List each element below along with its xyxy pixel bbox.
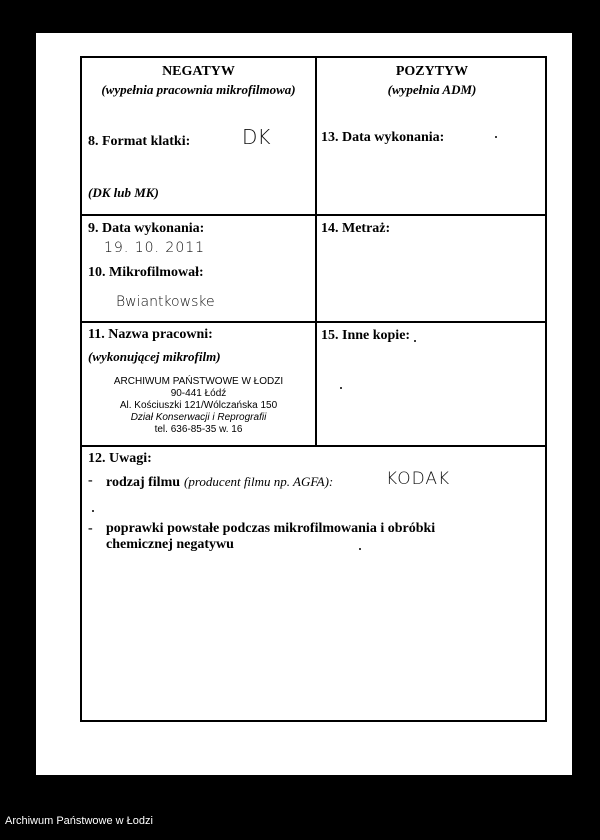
date-value: 19. 10. 2011 <box>104 240 206 256</box>
stamp-line-4: Dział Konserwacji i Reprografii <box>130 412 267 423</box>
stamp-line-1: ARCHIWUM PAŃSTWOWE W ŁODZI <box>113 376 284 387</box>
pozytyw-subtitle: (wypełnia ADM) <box>387 82 477 97</box>
length-label: 14. Metraż: <box>321 221 391 236</box>
format-hint: (DK lub MK) <box>88 185 159 200</box>
studio-label: 11. Nazwa pracowni: <box>88 327 213 342</box>
item1-label: rodzaj filmu <box>106 475 181 490</box>
speck <box>340 387 342 389</box>
operator-value: Bwiantkowske <box>116 294 215 310</box>
row-divider-2 <box>82 321 545 323</box>
copies-label: 15. Inne kopie: <box>321 328 411 343</box>
microfilm-form <box>80 56 547 722</box>
speck <box>359 548 361 550</box>
stamp-line-2: 90-441 Łódź <box>170 388 227 399</box>
item1-text <box>106 473 333 491</box>
footer-credit: Archiwum Państwowe w Łodzi <box>5 815 153 827</box>
item1-bullet: - <box>88 473 93 488</box>
studio-hint: (wykonującej mikrofilm) <box>88 349 221 364</box>
operator-label: 10. Mikrofilmował: <box>88 265 204 280</box>
date-label: 9. Data wykonania: <box>88 221 205 236</box>
speck <box>414 340 416 342</box>
stamp-line-3: Al. Kościuszki 121/Wólczańska 150 <box>119 400 278 411</box>
column-divider <box>315 58 317 445</box>
format-label: 8. Format klatki: <box>88 134 191 149</box>
speck <box>495 136 497 138</box>
format-value: DK <box>242 125 271 149</box>
row-divider-1 <box>82 214 545 216</box>
film-brand-value: KODAK <box>386 469 451 489</box>
speck <box>92 510 94 512</box>
pozytyw-date-label: 13. Data wykonania: <box>321 130 445 145</box>
item2-line-2: chemicznej negatywu <box>106 537 234 552</box>
item2-line-1: poprawki powstałe podczas mikrofilmowania i obróbki <box>106 521 436 536</box>
uwagi-label: 12. Uwagi: <box>88 451 152 466</box>
negatyw-subtitle: (wypełnia pracownia mikrofilmowa) <box>101 82 296 97</box>
archive-stamp <box>82 376 315 436</box>
item2-bullet: - <box>88 521 93 536</box>
item1-hint: (producent filmu np. AGFA): <box>184 474 334 489</box>
stamp-line-5: tel. 636-85-35 w. 16 <box>154 424 243 435</box>
pozytyw-title: POZYTYW <box>395 64 469 79</box>
negatyw-title: NEGATYW <box>162 64 235 79</box>
row-divider-3 <box>82 445 545 447</box>
